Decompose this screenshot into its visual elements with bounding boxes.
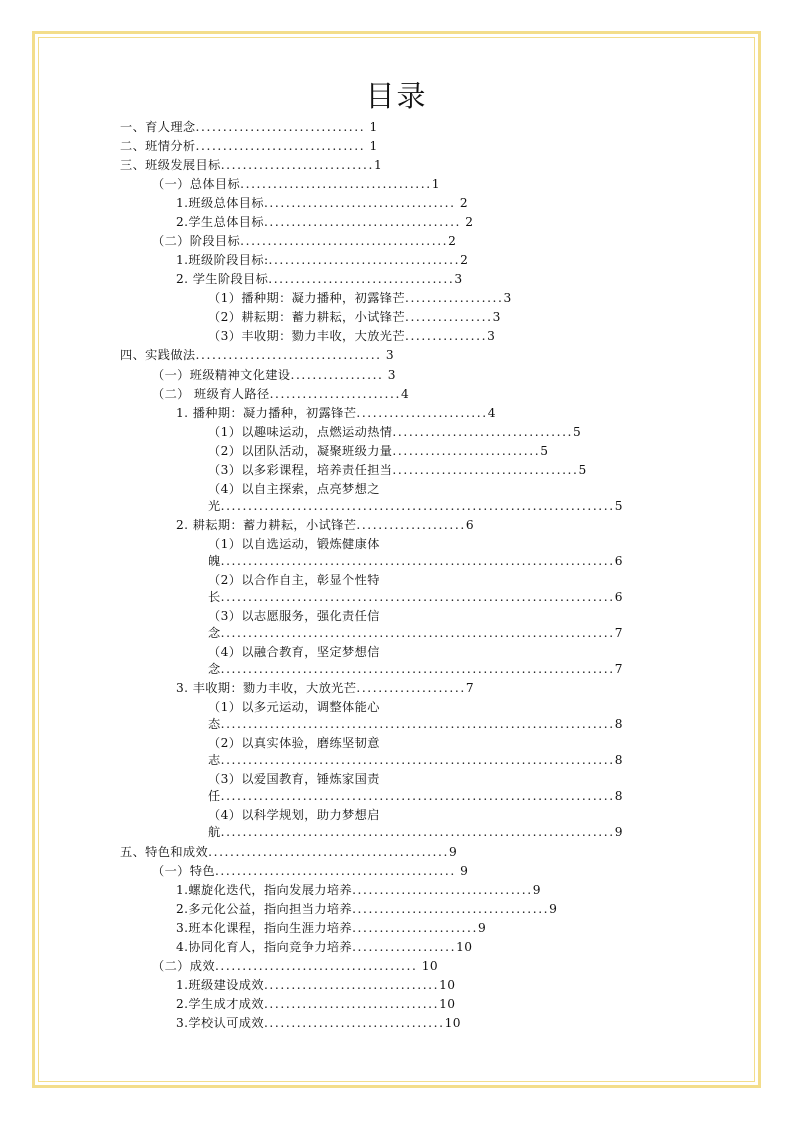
- toc-entry-title: 航: [208, 825, 221, 839]
- toc-page-number: 6: [614, 554, 623, 568]
- toc-entry-title: （4）以融合教育，坚定梦想信: [208, 645, 380, 659]
- toc-entry-title: 1.螺旋化迭代，指向发展力培养: [176, 883, 353, 897]
- toc-entry-title: （1）以多元运动，调整体能心: [208, 700, 380, 714]
- toc-entry[interactable]: [208, 289, 512, 307]
- toc-entry-title: 3.学校认可成效: [176, 1016, 264, 1030]
- toc-entry-title: （二）成效: [152, 959, 215, 973]
- toc-leader-dots: ............................................: [208, 845, 449, 859]
- toc-entry-title: （2）以团队活动，凝聚班级力量: [208, 444, 393, 458]
- toc-entry[interactable]: [120, 843, 457, 861]
- toc-entry-title: （二）阶段目标: [152, 234, 241, 248]
- toc-leader-dots: ...........................: [392, 444, 541, 458]
- toc-page-number: 9: [455, 864, 469, 878]
- toc-page-number: 4: [487, 406, 496, 420]
- toc-leader-dots: ..................................: [392, 463, 579, 477]
- toc-page-number: 1: [365, 120, 378, 134]
- toc-page-number: 10: [444, 1016, 461, 1030]
- toc-leader-dots: ............................: [220, 158, 374, 172]
- toc-entry-title: 3. 丰收期：勠力丰收，大放光芒: [176, 681, 357, 695]
- toc-page-number: 4: [400, 387, 410, 401]
- toc-leader-dots: ..................................: [195, 348, 382, 362]
- toc-entry-title: 二、班情分析: [120, 139, 196, 153]
- toc-entry[interactable]: [152, 957, 438, 975]
- toc-entry[interactable]: [208, 624, 623, 642]
- toc-leader-dots: ....................: [356, 518, 466, 532]
- toc-leader-dots: .................: [290, 368, 384, 382]
- toc-entry-title: 念: [208, 662, 221, 676]
- toc-entry[interactable]: [176, 1014, 461, 1032]
- toc-entry-title: （3）以爱国教育，锤炼家国责: [208, 772, 380, 786]
- toc-page-number: 3: [381, 348, 395, 362]
- page-title: 目录: [365, 79, 428, 113]
- toc-leader-dots: ................................: [263, 978, 440, 992]
- toc-leader-dots: .................................: [392, 425, 574, 439]
- toc-leader-dots: ................: [404, 310, 493, 324]
- toc-entry-title: 2. 耕耘期：蓄力耕耘，小试锋芒: [176, 518, 357, 532]
- toc-entry[interactable]: [120, 118, 378, 136]
- toc-entry[interactable]: [208, 734, 380, 752]
- toc-entry[interactable]: [152, 232, 456, 250]
- toc-leader-dots: ........................................................................: [220, 825, 615, 839]
- toc-entry[interactable]: [176, 881, 541, 899]
- toc-entry-title: 志: [208, 753, 221, 767]
- toc-entry[interactable]: [176, 270, 463, 288]
- toc-leader-dots: ...................................: [263, 196, 456, 210]
- toc-entry-title: 态: [208, 717, 221, 731]
- toc-entry-title: （2）以真实体验，磨练坚韧意: [208, 736, 380, 750]
- toc-entry[interactable]: [120, 137, 378, 155]
- toc-leader-dots: ......................................: [240, 234, 449, 248]
- toc-entry[interactable]: [120, 156, 382, 174]
- toc-entry-title: 2.多元化公益，指向担当力培养: [176, 902, 353, 916]
- toc-entry-title: 1. 播种期：凝力播种，初露锋芒: [176, 406, 357, 420]
- toc-page-number: 3: [503, 291, 512, 305]
- toc-page-number: 1: [365, 139, 378, 153]
- toc-leader-dots: ........................................................................: [220, 789, 615, 803]
- toc-page-number: 3: [487, 329, 496, 343]
- toc-leader-dots: ........................................................................: [220, 662, 615, 676]
- toc-page-number: 9: [448, 845, 458, 859]
- toc-entry-title: （3）以多彩课程，培养责任担当: [208, 463, 393, 477]
- toc-entry-title: （4）以自主探索，点亮梦想之: [208, 482, 380, 496]
- toc-leader-dots: ................................: [263, 997, 440, 1011]
- toc-entry[interactable]: [208, 806, 380, 824]
- toc-page-number: 9: [549, 902, 558, 916]
- toc-page-number: 2: [455, 196, 468, 210]
- toc-entry[interactable]: [176, 900, 557, 918]
- toc-leader-dots: ........................................................................: [220, 554, 615, 568]
- toc-page-number: 7: [614, 662, 623, 676]
- toc-entry-title: 念: [208, 626, 221, 640]
- toc-entry[interactable]: [208, 770, 380, 788]
- toc-entry[interactable]: [176, 213, 473, 231]
- toc-page-number: 7: [614, 626, 623, 640]
- toc-entry-title: （一）班级精神文化建设: [152, 368, 291, 382]
- toc-entry[interactable]: [208, 660, 623, 678]
- toc-entry[interactable]: [208, 571, 380, 589]
- toc-page-number: 5: [540, 444, 549, 458]
- toc-entry-title: 2.学生总体目标: [176, 215, 264, 229]
- toc-leader-dots: ...................: [352, 940, 457, 954]
- toc-entry-title: 3.班本化课程，指向生涯力培养: [176, 921, 353, 935]
- toc-entry[interactable]: [152, 862, 468, 880]
- toc-leader-dots: ....................................: [263, 215, 462, 229]
- toc-entry[interactable]: [208, 698, 380, 716]
- toc-entry-title: 2. 学生阶段目标: [176, 272, 269, 286]
- toc-page-number: 3: [492, 310, 501, 324]
- toc-entry[interactable]: [208, 461, 587, 479]
- toc-leader-dots: ..................................: [268, 272, 455, 286]
- toc-page-number: 3: [383, 368, 396, 382]
- toc-entry[interactable]: [208, 552, 623, 570]
- toc-entry-title: 任: [208, 789, 221, 803]
- toc-entry-title: 光: [208, 499, 221, 513]
- toc-entry-title: 魄: [208, 554, 221, 568]
- toc-entry[interactable]: [176, 516, 474, 534]
- toc-entry-title: （4）以科学规划，助力梦想启: [208, 808, 380, 822]
- toc-entry-title: 2.学生成才成效: [176, 997, 264, 1011]
- toc-leader-dots: ...................................: [268, 253, 461, 267]
- toc-page-number: 1: [373, 158, 383, 172]
- toc-page-number: 10: [439, 997, 456, 1011]
- toc-leader-dots: ..................: [404, 291, 504, 305]
- toc-entry[interactable]: [208, 643, 380, 661]
- toc-entry[interactable]: [176, 976, 455, 994]
- toc-entry[interactable]: [208, 715, 623, 733]
- toc-leader-dots: ...............: [404, 329, 488, 343]
- toc-entry[interactable]: [208, 588, 623, 606]
- toc-leader-dots: ...................................: [240, 177, 432, 191]
- toc-entry-title: （一）特色: [152, 864, 215, 878]
- toc-entry[interactable]: [208, 787, 623, 805]
- toc-entry-title: （1）以趣味运动，点燃运动热情: [208, 425, 393, 439]
- toc-entry[interactable]: [208, 442, 548, 460]
- toc-entry[interactable]: [208, 535, 380, 553]
- toc-page-number: 8: [614, 753, 623, 767]
- toc-page-number: 10: [456, 940, 473, 954]
- toc-page-number: 6: [465, 518, 474, 532]
- toc-entry[interactable]: [176, 251, 468, 269]
- toc-entry-title: 一、育人理念: [120, 120, 196, 134]
- toc-entry-title: （2）耕耘期：蓄力耕耘，小试锋芒: [208, 310, 405, 324]
- toc-page-number: 2: [461, 215, 474, 229]
- toc-leader-dots: ...............................: [195, 120, 366, 134]
- toc-entry-title: （3）以志愿服务，强化责任信: [208, 609, 380, 623]
- toc-leader-dots: ....................: [356, 681, 466, 695]
- toc-page-number: 3: [454, 272, 463, 286]
- toc-entry-title: 长: [208, 590, 221, 604]
- toc-entry[interactable]: [208, 607, 380, 625]
- toc-entry-title: 四、实践做法: [120, 348, 196, 362]
- toc-page-number: 9: [477, 921, 487, 935]
- toc-entry[interactable]: [208, 497, 623, 515]
- toc-page-number: 2: [460, 253, 469, 267]
- toc-entry-title: 1.班级建设成效: [176, 978, 264, 992]
- toc-entry[interactable]: [208, 327, 495, 345]
- toc-leader-dots: ........................................................................: [220, 717, 615, 731]
- toc-entry[interactable]: [152, 366, 396, 384]
- toc-leader-dots: ...............................: [195, 139, 366, 153]
- toc-leader-dots: .......................: [352, 921, 478, 935]
- toc-page-number: 5: [573, 425, 582, 439]
- toc-page-number: 2: [448, 234, 457, 248]
- toc-entry[interactable]: [176, 995, 455, 1013]
- toc-entry[interactable]: [208, 308, 501, 326]
- toc-entry-title: 五、特色和成效: [120, 845, 209, 859]
- toc-entry[interactable]: [208, 480, 380, 498]
- toc-entry-title: （1）播种期：凝力播种，初露锋芒: [208, 291, 405, 305]
- toc-page-number: 6: [614, 590, 623, 604]
- toc-entry[interactable]: [176, 679, 474, 697]
- toc-page-number: 8: [614, 789, 623, 803]
- toc-leader-dots: ............................................: [214, 864, 456, 878]
- toc-entry-title: （二） 班级育人路径: [152, 387, 270, 401]
- toc-page-number: 5: [614, 499, 623, 513]
- toc-entry[interactable]: [208, 423, 581, 441]
- toc-entry-title: 4.协同化育人，指向竞争力培养: [176, 940, 353, 954]
- toc-entry[interactable]: [176, 919, 486, 937]
- toc-entry[interactable]: [176, 404, 496, 422]
- toc-leader-dots: .................................: [352, 883, 533, 897]
- toc-page-number: 8: [614, 717, 623, 731]
- toc-leader-dots: ........................: [356, 406, 488, 420]
- toc-entry-title: （一）总体目标: [152, 177, 241, 191]
- toc-entry[interactable]: [208, 823, 623, 841]
- toc-leader-dots: ........................................................................: [220, 499, 615, 513]
- toc-page-number: 10: [417, 959, 439, 973]
- toc-page-number: 7: [465, 681, 474, 695]
- toc-leader-dots: ........................................................................: [220, 590, 615, 604]
- toc-page-number: 9: [532, 883, 541, 897]
- toc-entry-title: （2）以合作自主，彰显个性特: [208, 573, 380, 587]
- toc-entry[interactable]: [152, 175, 440, 193]
- toc-leader-dots: ........................................................................: [220, 626, 615, 640]
- toc-entry-title: 1.班级阶段目标:: [176, 253, 269, 267]
- toc-leader-dots: .................................: [263, 1016, 445, 1030]
- toc-leader-dots: ....................................: [352, 902, 550, 916]
- toc-leader-dots: .....................................: [214, 959, 418, 973]
- toc-leader-dots: ........................................................................: [220, 753, 615, 767]
- toc-page-number: 9: [614, 825, 623, 839]
- toc-entry[interactable]: [176, 938, 472, 956]
- toc-entry-title: （3）丰收期：勠力丰收，大放光芒: [208, 329, 405, 343]
- toc-page-number: 5: [578, 463, 587, 477]
- toc-leader-dots: ........................: [269, 387, 401, 401]
- toc-entry[interactable]: [208, 751, 623, 769]
- toc-entry-title: （1）以自选运动，锻炼健康体: [208, 537, 380, 551]
- toc-entry[interactable]: [152, 385, 409, 403]
- toc-entry-title: 1.班级总体目标: [176, 196, 264, 210]
- toc-entry-title: 三、班级发展目标: [120, 158, 221, 172]
- toc-entry[interactable]: [120, 346, 394, 364]
- toc-page-number: 1: [431, 177, 440, 191]
- toc-page-number: 10: [439, 978, 456, 992]
- toc-entry[interactable]: [176, 194, 468, 212]
